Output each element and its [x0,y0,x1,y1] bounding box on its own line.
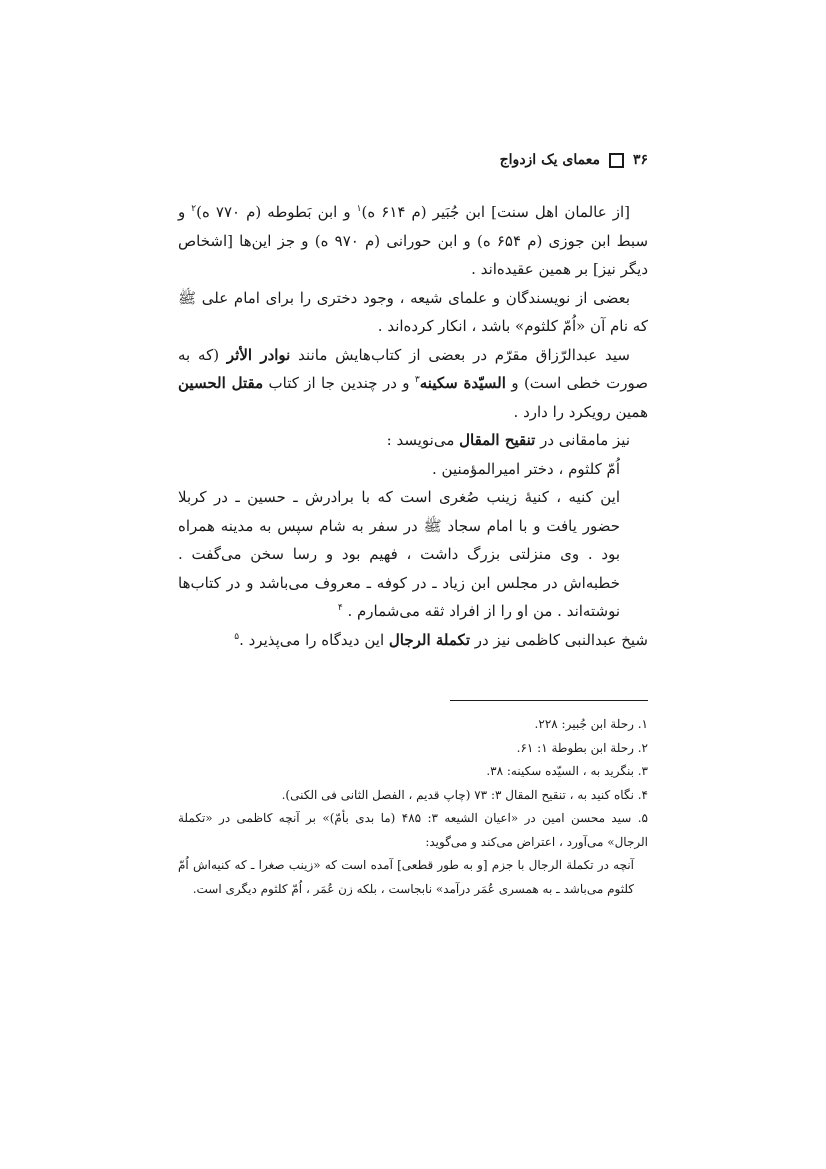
footnotes [178,713,648,901]
page-number: ۳۶ [632,152,648,168]
book-title-sakina: السیّدة سکینه [419,374,506,392]
quote-text: این کنیه ، کنیهٔ زینب صُغری است که با برادرش ـ حسین ـ در کربلا حضور یافت و با امام سجاد ﷺ در سفر به شام سپس به مدینه همراه بود . وی منزلتی بزرگ داشت ، فهیم بود و رسا سخن می‌گفت . خطبه‌اش در مجلس ابن زیاد ـ در کوفه ـ معروف می‌باشد و در کتاب‌ها نوشته‌اند . من او را از افراد ثقه می‌شمارم . $^۴$ [178,488,620,620]
square-bullet-icon [609,153,624,168]
paragraph-5: شیخ عبدالنبی کاظمی نیز در تکملة الرجال این دیدگاه را می‌پذیرد .$^۵$ [234,630,648,649]
running-title: معمای یک ازدواج [499,152,600,168]
footnote-4: ۴. نگاه کنید به ، تنقیح المقال ۳: ۷۳ (چاپ قدیم ، الفصل الثانی فی الکنی). [281,787,648,802]
paragraph-3: سید عبدالرّزاق مقرّم در بعضی از کتاب‌هایش مانند نوادر الأثر (که به صورت خطی است) و السیّدة سکینه$^۳$ و در چندین جا از کتاب مقتل الحسین همین رویکرد را دارد . [178,345,648,421]
footnote-5-quote: آنچه در تکملة الرجال با جزم [و به طور قطعی] آمده است که «زینب صغرا ـ که کنیه‌اش اُمّ کلثوم می‌باشد ـ به همسری عُمَر درآمد» نابجاست ، بلکه زن عُمَر ، اُمّ کلثوم دیگری است. [178,858,634,896]
footnote-2: ۲. رحلة ابن بطوطة ۱: ۶۱. [516,740,648,755]
footnote-ref-1[interactable]: ۱ [356,204,362,214]
footnote-ref-4[interactable]: ۴ [337,603,343,613]
footnote-5: ۵. سید محسن امین در «اعیان الشیعه ۳: ۴۸۵ (ما بدی بأمّ)» بر آنچه کاظمی در «تکملة الرجال» می‌آورد ، اعتراض می‌کند و می‌گوید: [178,811,648,849]
book-title-tanqih: تنقیح المقال [459,431,536,449]
page-header [178,150,648,170]
book-title-takmila: تکملة الرجال [388,630,470,649]
quote-line-1: اُمّ کلثوم ، دختر امیرالمؤمنین . [432,459,620,478]
book-title-maqtal: مقتل الحسین [178,374,264,392]
footnote-3: ۳. بنگرید به ، السیّده سکینه: ۳۸. [486,764,648,778]
paragraph-2: بعضی از نویسندگان و علمای شیعه ، وجود دختری را برای امام علی ﷺ که نام آن «اُمّ کلثوم» باشد ، انکار کرده‌اند . [178,288,648,335]
main-text [178,198,648,654]
footnote-1: ۱. رحلة ابن جُبیر: ۲۲۸. [534,717,648,731]
paragraph-4: نیز مامقانی در تنقیح المقال می‌نویسد : [386,431,630,449]
footnote-ref-2[interactable]: ۲ [191,204,197,214]
footnote-divider [450,700,648,701]
footnote-ref-5[interactable]: ۵ [234,631,240,642]
paragraph-1: [از عالمان اهل سنت] ابن جُبَیر (م ۶۱۴ ه)$^۱$ و ابن بَطوطه (م ۷۷۰ ه)$^۲$ و سبط ابن جوزی (م ۶۵۴ ه) و ابن حورانی (م ۹۷۰ ه) و جز این‌ها [اشخاص دیگر نیز] بر همین عقیده‌اند . [178,203,649,278]
book-title-nawadir: نوادر الأثر [226,345,291,364]
block-quote [178,455,620,626]
footnote-ref-3[interactable]: ۳ [414,375,420,385]
